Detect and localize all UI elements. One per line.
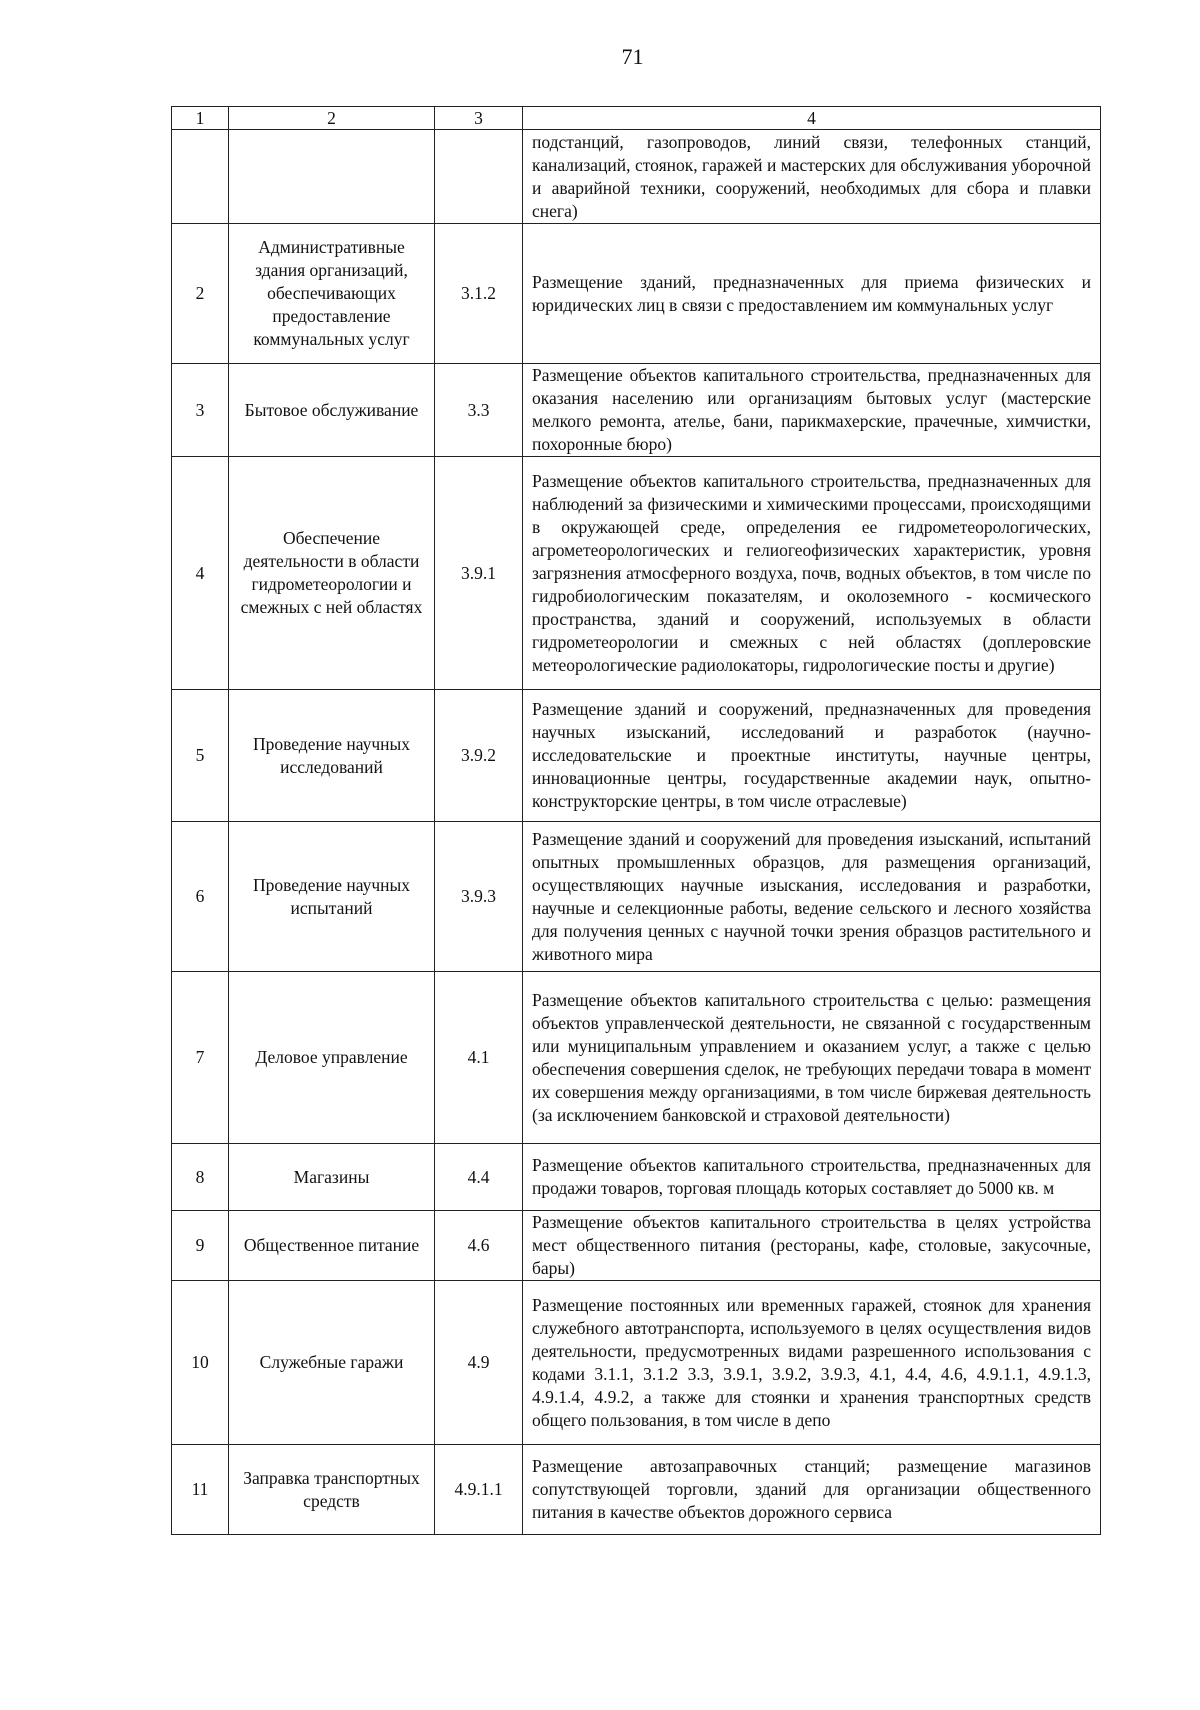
use-name-cell: Заправка транспортных средств bbox=[229, 1445, 435, 1535]
use-description-cell: Размещение постоянных или временных гаражей, стоянок для хранения служебного автотранспорта, используемого в целях осуществления видов деятельности, предусмотренных видами разрешенного использования с кодами 3.1.1, 3.1.2 3.3, 3.9.1, 3.9.2, 3.9.3, 4.1, 4.4, 4.6, 4.9.1.1, 4.9.1.3, 4.9.1.4, 4.9.2, а также для стоянки и хранения транспортных средств общего пользования, в том числе в депо bbox=[523, 1281, 1101, 1445]
use-description-cell: Размещение объектов капитального строительства, предназначенных для оказания населению или организациям бытовых услуг (мастерские мелкого ремонта, ателье, бани, парикмахерские, прачечные, химчистки, похоронные бюро) bbox=[523, 364, 1101, 457]
table-row bbox=[172, 457, 1101, 690]
use-code-cell: 4.6 bbox=[435, 1211, 523, 1281]
use-description-cell: Размещение зданий и сооружений для проведения изысканий, испытаний опытных промышленных образцов, для размещения организаций, осуществляющих научные изыскания, исследования и разработки, научные и селекционные работы, ведение сельского и лесного хозяйства для получения ценных с научной точки зрения образцов растительного и животного мира bbox=[523, 822, 1101, 972]
land-use-table bbox=[171, 106, 1101, 1535]
table-row bbox=[172, 130, 1101, 224]
use-description-cell: Размещение объектов капитального строительства, предназначенных для наблюдений за физическими и химическими процессами, происходящими в окружающей среде, определения ее гидрометеорологических, агрометеорологических и гелиогеофизических характеристик, уровня загрязнения атмосферного воздуха, почв, водных объектов, в том числе по гидробиологическим показателям, и околоземного - космического пространства, зданий и сооружений, используемых в области гидрометеорологии и смежных с ней областях (доплеровские метеорологические радиолокаторы, гидрологические посты и другие) bbox=[523, 457, 1101, 690]
use-description-cell: Размещение автозаправочных станций; размещение магазинов сопутствующей торговли, зданий для организации общественного питания в качестве объектов дорожного сервиса bbox=[523, 1445, 1101, 1535]
use-code-cell bbox=[435, 130, 523, 224]
use-code-cell: 3.3 bbox=[435, 364, 523, 457]
use-name-cell: Служебные гаражи bbox=[229, 1281, 435, 1445]
table-row bbox=[172, 690, 1101, 822]
row-number-cell: 7 bbox=[172, 972, 229, 1144]
use-name-cell bbox=[229, 130, 435, 224]
use-code-cell: 4.1 bbox=[435, 972, 523, 1144]
use-description-cell: Размещение объектов капитального строительства с целью: размещения объектов управленческой деятельности, не связанной с государственным или муниципальным управлением и оказанием услуг, а также с целью обеспечения совершения сделок, не требующих передачи товара в момент их совершения между организациями, в том числе биржевая деятельность (за исключением банковской и страховой деятельности) bbox=[523, 972, 1101, 1144]
row-number-cell: 9 bbox=[172, 1211, 229, 1281]
table-row bbox=[172, 1144, 1101, 1211]
header-cell-1: 1 bbox=[172, 107, 229, 130]
row-number-cell: 8 bbox=[172, 1144, 229, 1211]
row-number-cell: 4 bbox=[172, 457, 229, 690]
use-name-cell: Бытовое обслуживание bbox=[229, 364, 435, 457]
table-row bbox=[172, 1445, 1101, 1535]
use-code-cell: 4.9 bbox=[435, 1281, 523, 1445]
use-description-cell: подстанций, газопроводов, линий связи, телефонных станций, канализаций, стоянок, гаражей и мастерских для обслуживания уборочной и аварийной техники, сооружений, необходимых для сбора и плавки снега) bbox=[523, 130, 1101, 224]
row-number-cell: 6 bbox=[172, 822, 229, 972]
table-row bbox=[172, 1281, 1101, 1445]
table-header-row bbox=[172, 107, 1101, 130]
table-row bbox=[172, 364, 1101, 457]
row-number-cell: 10 bbox=[172, 1281, 229, 1445]
use-name-cell: Магазины bbox=[229, 1144, 435, 1211]
use-description-cell: Размещение зданий, предназначенных для приема физических и юридических лиц в связи с предоставлением им коммунальных услуг bbox=[523, 224, 1101, 364]
table-row bbox=[172, 1211, 1101, 1281]
table-row bbox=[172, 822, 1101, 972]
use-description-cell: Размещение объектов капитального строительства в целях устройства мест общественного питания (рестораны, кафе, столовые, закусочные, бары) bbox=[523, 1211, 1101, 1281]
use-code-cell: 3.9.3 bbox=[435, 822, 523, 972]
table-row bbox=[172, 224, 1101, 364]
use-name-cell: Проведение научных исследований bbox=[229, 690, 435, 822]
row-number-cell: 5 bbox=[172, 690, 229, 822]
use-description-cell: Размещение объектов капитального строительства, предназначенных для продажи товаров, торговая площадь которых составляет до 5000 кв. м bbox=[523, 1144, 1101, 1211]
use-name-cell: Деловое управление bbox=[229, 972, 435, 1144]
page-number: 71 bbox=[621, 44, 644, 69]
header-cell-2: 2 bbox=[229, 107, 435, 130]
row-number-cell bbox=[172, 130, 229, 224]
row-number-cell: 2 bbox=[172, 224, 229, 364]
use-name-cell: Проведение научных испытаний bbox=[229, 822, 435, 972]
use-description-cell: Размещение зданий и сооружений, предназначенных для проведения научных изысканий, исследований и разработок (научно-исследовательские и проектные институты, научные центры, инновационные центры, государственные академии наук, опытно-конструкторские центры, в том числе отраслевые) bbox=[523, 690, 1101, 822]
use-name-cell: Общественное питание bbox=[229, 1211, 435, 1281]
row-number-cell: 3 bbox=[172, 364, 229, 457]
use-code-cell: 4.9.1.1 bbox=[435, 1445, 523, 1535]
use-name-cell: Обеспечение деятельности в области гидрометеорологии и смежных с ней областях bbox=[229, 457, 435, 690]
header-cell-4: 4 bbox=[523, 107, 1101, 130]
use-code-cell: 3.9.2 bbox=[435, 690, 523, 822]
use-code-cell: 3.1.2 bbox=[435, 224, 523, 364]
row-number-cell: 11 bbox=[172, 1445, 229, 1535]
use-code-cell: 4.4 bbox=[435, 1144, 523, 1211]
header-cell-3: 3 bbox=[435, 107, 523, 130]
use-name-cell: Административные здания организаций, обеспечивающих предоставление коммунальных услуг bbox=[229, 224, 435, 364]
table-row bbox=[172, 972, 1101, 1144]
use-code-cell: 3.9.1 bbox=[435, 457, 523, 690]
